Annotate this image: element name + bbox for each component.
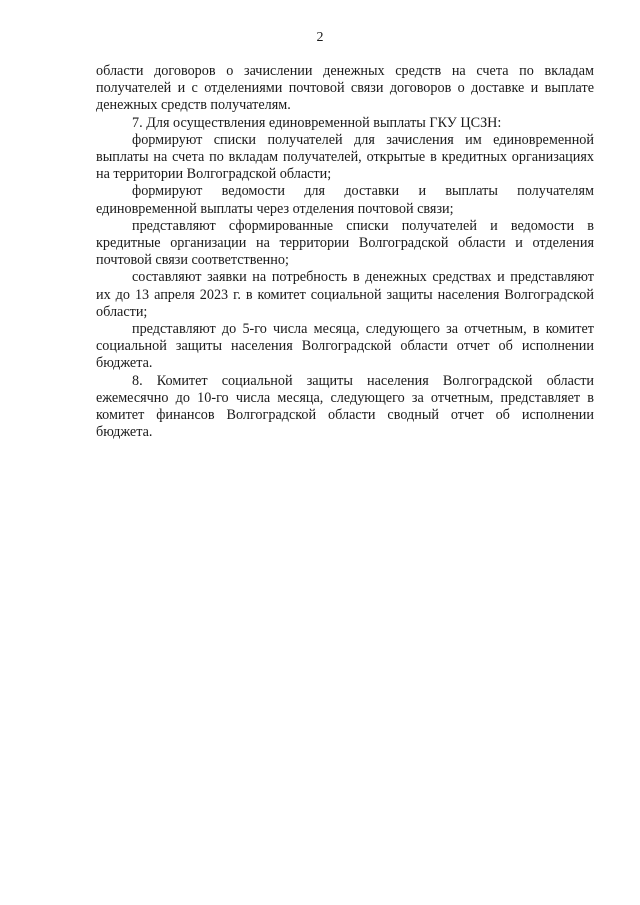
paragraph-continuation: области договоров о зачислении денежных средств на счета по вкладам получателей и с отделениями почтовой связи договоров о доставке и выплате денежных средств получателям. xyxy=(96,63,594,114)
paragraph-form-lists: формируют списки получателей для зачисления им единовременной выплаты на счета по вкладам получателей, открытые в кредитных организациях на территории Волгоградской области; xyxy=(96,131,594,183)
paragraph-item-7: 7. Для осуществления единовременной выплаты ГКУ ЦСЗН: xyxy=(132,114,502,131)
paragraph-report: представляют до 5-го числа месяца, следующего за отчетным, в комитет социальной защиты населения Волгоградской области отчет об исполнении бюджета. xyxy=(96,321,594,372)
paragraph-requests: составляют заявки на потребность в денежных средствах и представляют их до 13 апреля 2023 г. в комитет социальной защиты населения Волгоградской области; xyxy=(96,269,594,320)
paragraph-item-8: 8. Комитет социальной защиты населения Волгоградской области ежемесячно до 10-го числа месяца, следующего за отчетным, представляет в комитет финансов Волгоградской области сводный отчет об исполнении бюджета. xyxy=(96,372,594,441)
paragraph-form-statements: формируют ведомости для доставки и выплаты получателям единовременной выплаты через отделения почтовой связи; xyxy=(96,183,594,217)
page-number: 2 xyxy=(316,30,324,45)
document-body xyxy=(96,63,594,441)
paragraph-submit-lists: представляют сформированные списки получателей и ведомости в кредитные организации на территории Волгоградской области и отделения почтовой связи соответственно; xyxy=(96,217,594,269)
